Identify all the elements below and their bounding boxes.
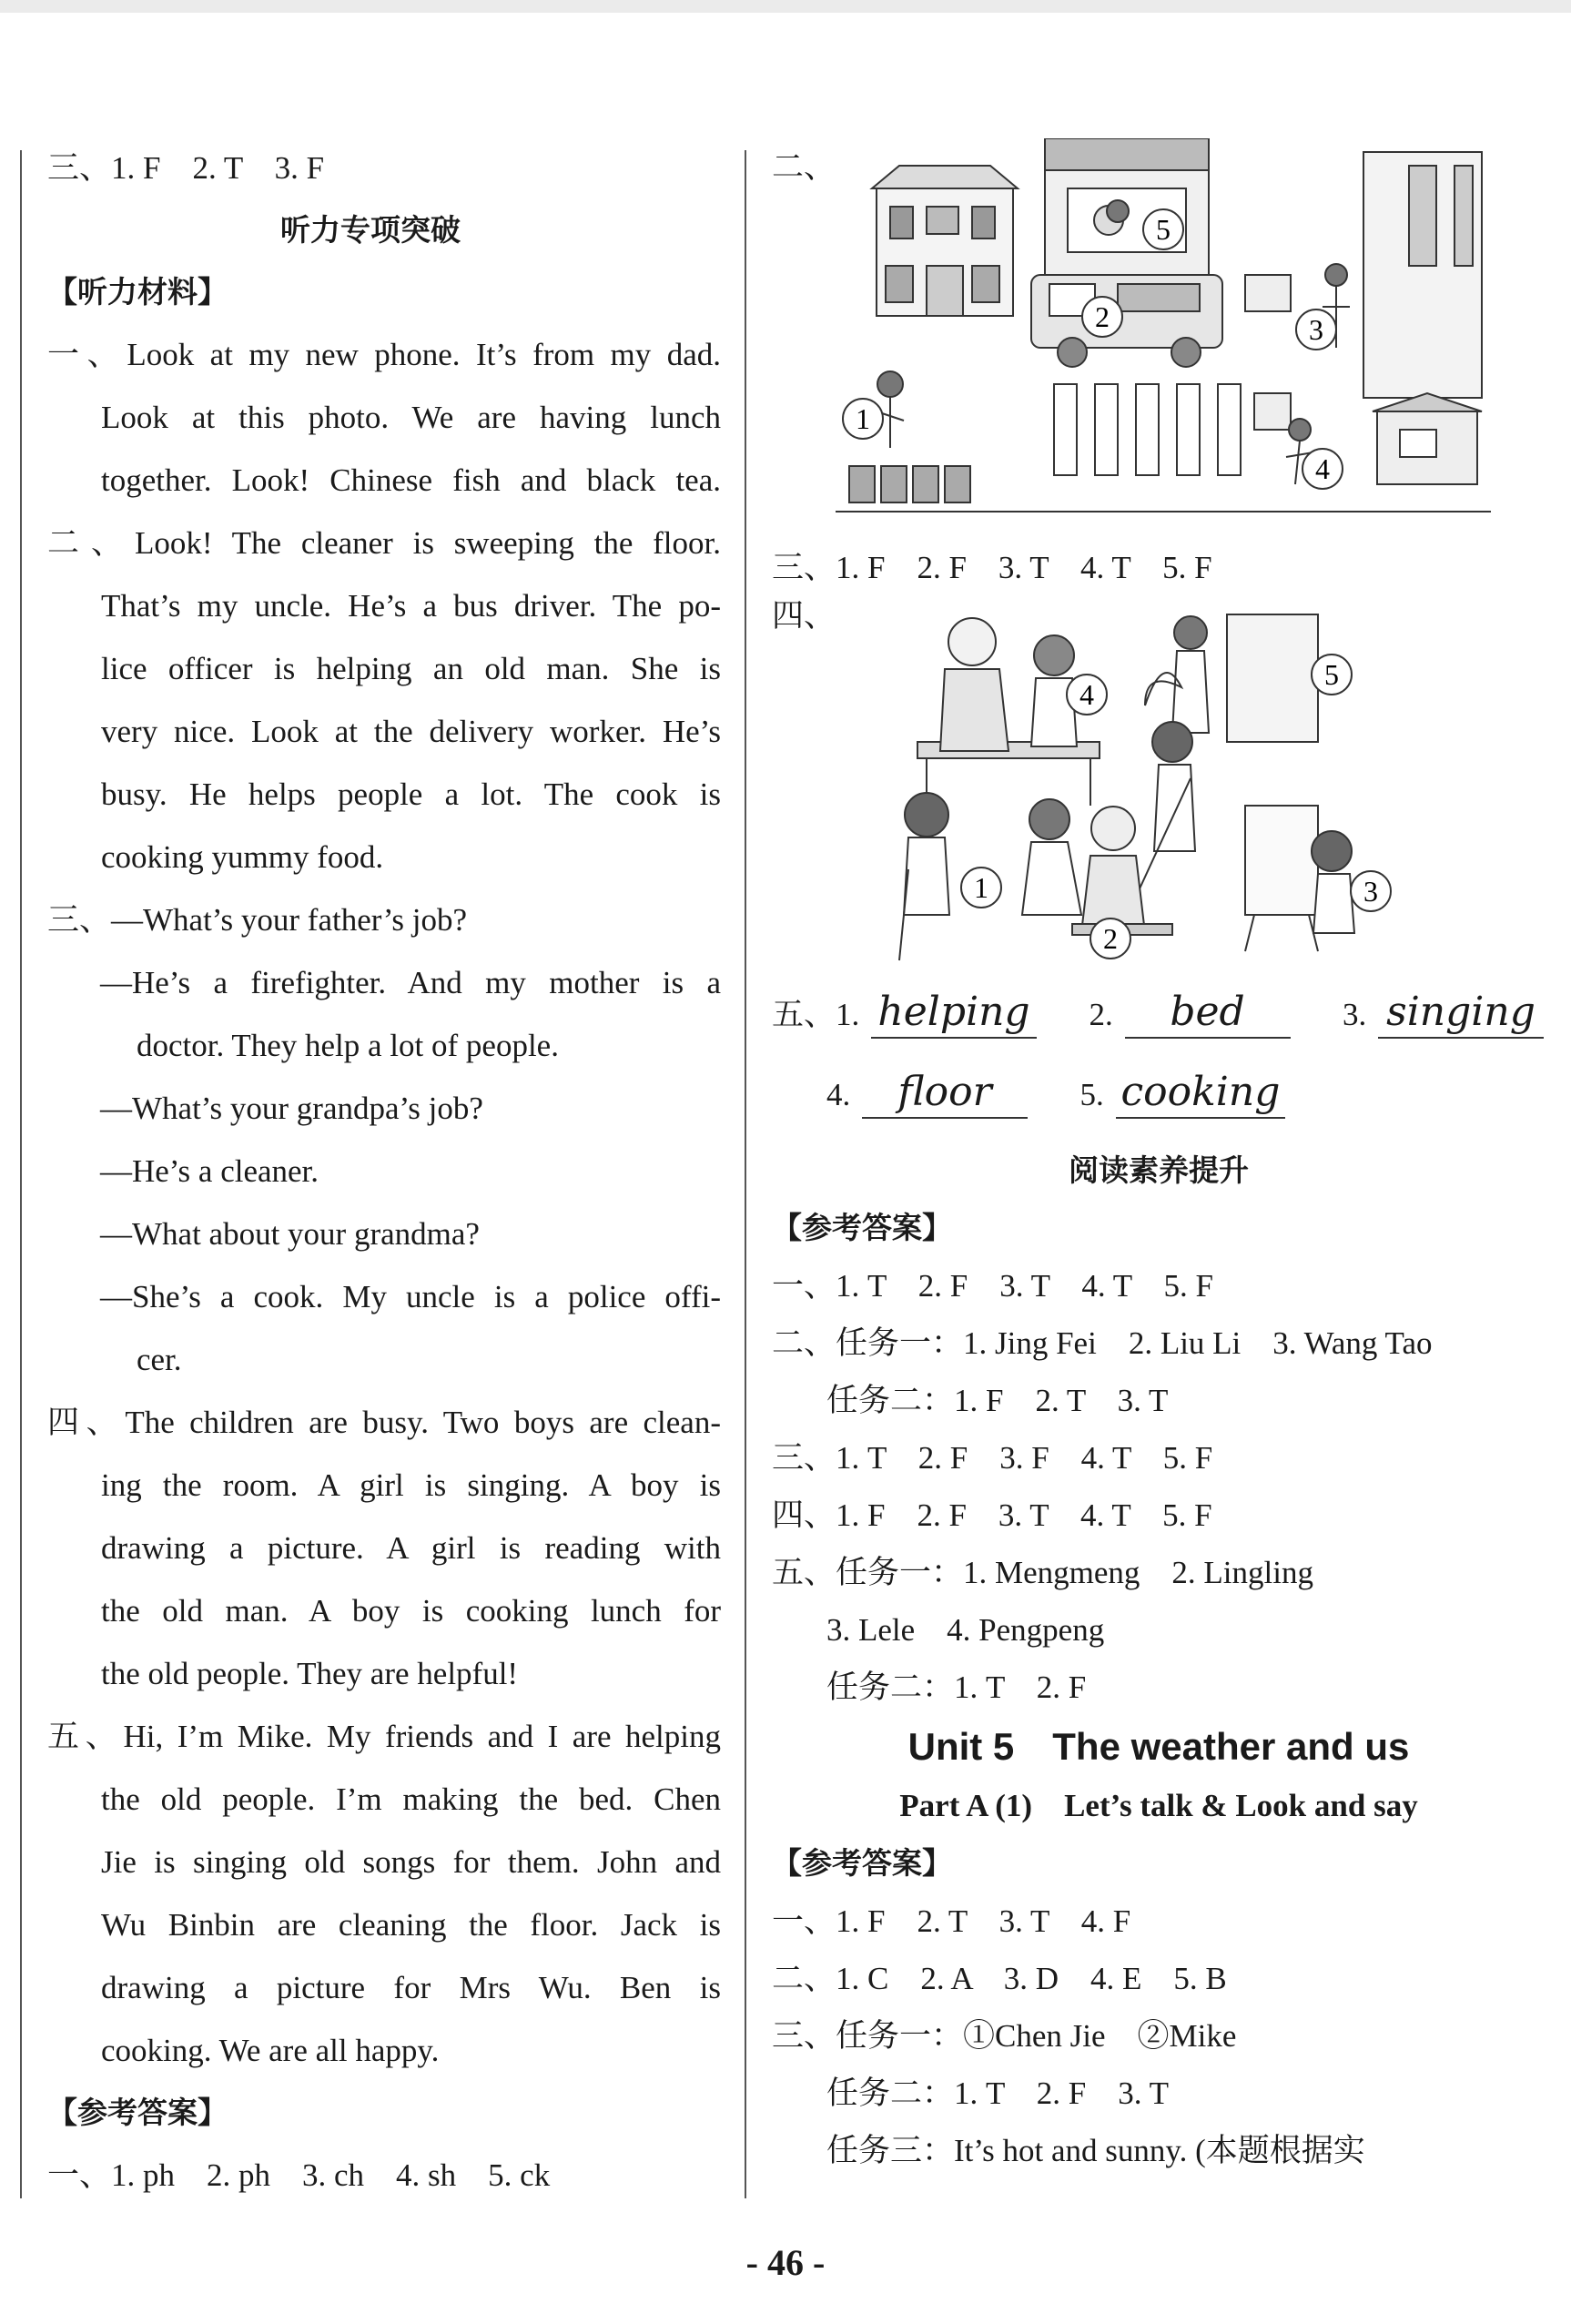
text-line: cer. [137, 1342, 182, 1377]
text-line: 二、Look! The cleaner is sweeping the floor. [47, 525, 721, 561]
text-line: —He’s a cleaner. [100, 1153, 319, 1189]
handwritten-answer: helping [871, 988, 1037, 1039]
handwritten-answer: floor [862, 1068, 1028, 1119]
question-1 [20, 323, 721, 512]
column-divider [745, 150, 746, 2198]
page-number: - 46 - [745, 2242, 826, 2283]
section-title: 阅读素养提升 [1069, 1152, 1249, 1188]
text-line: 一、Look at my new phone. It’s from my dad. [47, 337, 721, 372]
text-line: lice officer is helping an old man. She is [101, 651, 721, 686]
handwritten-answer: cooking [1116, 1068, 1286, 1119]
question-label: 二、 [772, 149, 836, 185]
answer-line: 一、1. T 2. F 3. T 4. T 5. F [772, 1268, 1213, 1304]
answer-line: 任务二：1. T 2. F 3. T [826, 2075, 1169, 2111]
text-line: the old people. They are helpful! [101, 1656, 519, 1691]
number-label: 5 [1324, 658, 1339, 691]
item-number: 5. [1079, 1077, 1104, 1112]
text-line: —What’s your grandpa’s job? [100, 1091, 483, 1126]
section-title: 听力专项突破 [280, 212, 461, 248]
number-label: 4 [1315, 452, 1330, 485]
answer-line: 任务二：1. F 2. T 3. T [826, 1383, 1169, 1418]
text-line: —What about your grandma? [100, 1216, 480, 1252]
fill-in-row [826, 1068, 1294, 1119]
fill-in-answers [772, 988, 1546, 1142]
text-line: —He’s a firefighter. And my mother is a [100, 965, 721, 1000]
number-label: 5 [1156, 213, 1171, 246]
question-5 [20, 1705, 721, 2082]
street-scene-illustration [836, 138, 1491, 530]
answer-line: 任务二：1. T 2. F [826, 1669, 1087, 1705]
question-label: 四、 [772, 598, 836, 634]
answer-line: 一、1. ph 2. ph 3. ch 4. sh 5. ck [47, 2157, 551, 2193]
text-line: the old people. I’m making the bed. Chen [101, 1781, 721, 1817]
unit-title: Unit 5 The weather and us [907, 1725, 1410, 1768]
handwritten-answer: bed [1125, 988, 1291, 1039]
answer-line: 二、1. C 2. A 3. D 4. E 5. B [772, 1961, 1227, 1996]
question-2 [20, 512, 721, 888]
fill-in-row [772, 988, 1553, 1039]
right-column [772, 138, 1546, 2179]
answer-heading: 【参考答案】 [772, 1845, 952, 1881]
text-line: 三、—What’s your father’s job? [47, 902, 468, 938]
top-edge-band [0, 0, 1571, 13]
question-label: 五、1. [772, 997, 860, 1032]
text-line: cooking. We are all happy. [101, 2033, 440, 2068]
text-line: 五、Hi, I’m Mike. My friends and I are helping [47, 1719, 721, 1754]
text-line: ing the room. A girl is singing. A boy is [101, 1467, 721, 1503]
answer-line: 一、1. F 2. T 3. T 4. F [772, 1903, 1131, 1939]
text-line: Jie is singing old songs for them. John and [101, 1844, 721, 1880]
answer-heading: 【参考答案】 [47, 2095, 228, 2130]
number-label: 2 [1095, 300, 1110, 333]
number-label: 1 [974, 871, 988, 904]
text-line: That’s my uncle. He’s a bus driver. The po- [101, 588, 721, 624]
picture-block-2 [772, 596, 1546, 988]
number-label: 3 [1363, 875, 1378, 908]
item-number: 3. [1343, 997, 1367, 1032]
number-label: 3 [1309, 313, 1323, 346]
text-line: very nice. Look at the delivery worker. He’s [101, 714, 721, 749]
item-number: 2. [1089, 997, 1113, 1032]
text-line: drawing a picture. A girl is reading with [101, 1530, 721, 1566]
number-label: 4 [1079, 678, 1094, 711]
text-line: cooking yummy food. [101, 839, 384, 875]
answer-line: 3. Lele 4. Pengpeng [826, 1612, 1105, 1648]
children-helping-illustration [872, 596, 1400, 979]
part-title: Part A (1) Let’s talk & Look and say [899, 1788, 1418, 1823]
answer-line: 三、1. F 2. T 3. F [47, 150, 325, 186]
answer-line: 三、1. T 2. F 3. F 4. T 5. F [772, 1440, 1213, 1476]
answer-line: 任务三：It’s hot and sunny. (本题根据实 [826, 2133, 1365, 2168]
text-line: doctor. They help a lot of people. [137, 1028, 559, 1063]
text-line: Look at this photo. We are having lunch [101, 400, 721, 435]
answer-line: 三、1. F 2. F 3. T 4. T 5. F [772, 550, 1212, 585]
text-line: busy. He helps people a lot. The cook is [101, 776, 721, 812]
text-line: 四、The children are busy. Two boys are clean- [47, 1405, 721, 1440]
text-line: Wu Binbin are cleaning the floor. Jack is [101, 1907, 721, 1943]
question-3 [20, 888, 721, 1391]
left-column [20, 137, 721, 2207]
text-line: together. Look! Chinese fish and black tea. [101, 462, 721, 498]
listening-heading: 【听力材料】 [47, 274, 228, 310]
answer-line: 二、任务一：1. Jing Fei 2. Liu Li 3. Wang Tao [772, 1325, 1433, 1361]
answer-line: 五、任务一：1. Mengmeng 2. Lingling [772, 1555, 1313, 1590]
text-line: the old man. A boy is cooking lunch for [101, 1593, 721, 1629]
answer-heading: 【参考答案】 [772, 1210, 952, 1245]
text-line: —She’s a cook. My uncle is a police offi- [100, 1279, 721, 1314]
text-line: drawing a picture for Mrs Wu. Ben is [101, 1970, 721, 2005]
question-4 [20, 1391, 721, 1705]
number-label: 1 [856, 402, 870, 435]
item-number: 4. [826, 1077, 851, 1112]
answer-line: 四、1. F 2. F 3. T 4. T 5. F [772, 1497, 1212, 1533]
picture-block-1 [772, 138, 1546, 539]
number-label: 2 [1103, 922, 1118, 955]
handwritten-answer: singing [1378, 988, 1544, 1039]
answer-line: 三、任务一：①Chen Jie ②Mike [772, 2018, 1237, 2054]
